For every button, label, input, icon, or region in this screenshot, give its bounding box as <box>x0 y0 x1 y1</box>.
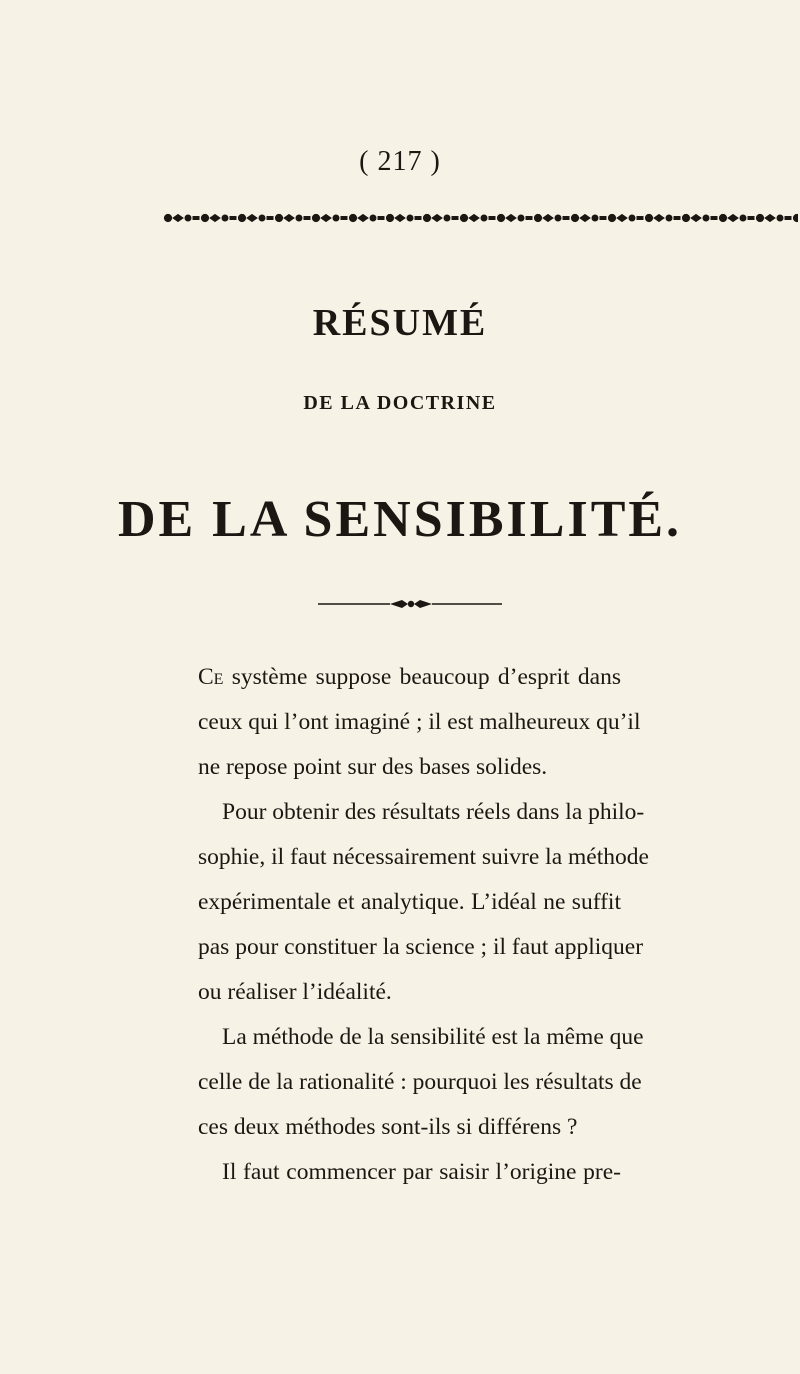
ornament-bead <box>238 214 245 221</box>
ornament-bead <box>534 214 541 221</box>
ornament-bead <box>222 215 228 221</box>
ornament-dash <box>304 217 310 220</box>
ornament-diamond <box>247 215 257 222</box>
paragraph-line-rest: système suppose beaucoup d’esprit dans <box>223 664 621 690</box>
paragraph-line: expérimentale et analytique. L’idéal ne suffit <box>198 889 621 915</box>
paragraph-4 <box>198 1150 621 1195</box>
ornament-dash <box>193 217 199 220</box>
ornament-bead <box>682 214 689 221</box>
top-ornament-rule <box>162 211 798 225</box>
ornament-dash <box>711 217 717 220</box>
body-text <box>198 655 649 1195</box>
ornament-bead <box>370 215 376 221</box>
ornament-diamond <box>654 215 664 222</box>
ornament-dash <box>600 217 606 220</box>
ornament-bead <box>793 214 798 221</box>
ornament-diamond <box>580 215 590 222</box>
paragraph-line: Il faut commencer par saisir l’origine pre- <box>222 1159 621 1185</box>
ornament-dash <box>526 217 532 220</box>
ornament-diamond <box>210 215 220 222</box>
paragraph-line: La méthode de la sensibilité est la même que <box>222 1024 644 1050</box>
ornament-bead <box>349 214 356 221</box>
ornament-diamond <box>691 215 701 222</box>
section-ornament <box>318 597 502 611</box>
paragraph-line: ceux qui l’ont imaginé ; il est malheureux qu’il <box>198 709 641 735</box>
ornament-bead <box>571 214 578 221</box>
ornament-bead <box>608 214 615 221</box>
ornament-dash <box>378 217 384 220</box>
ornament-bead <box>481 215 487 221</box>
paragraph-3 <box>198 1015 644 1150</box>
ornament-bead <box>756 214 763 221</box>
ornament-diamond <box>358 215 368 222</box>
ornament-diamond <box>543 215 553 222</box>
ornament-diamond <box>284 215 294 222</box>
paragraph-line: sophie, il faut nécessairement suivre la méthode <box>198 844 649 870</box>
paragraph-line-first-small-caps <box>198 655 621 700</box>
ornament-bead <box>740 215 746 221</box>
ornament-dash <box>637 217 643 220</box>
ornament-bead <box>164 214 171 221</box>
title: RÉSUMÉ <box>312 302 488 344</box>
paragraph-1 <box>198 655 641 790</box>
ornament-diamond <box>173 215 183 222</box>
ornament-diamond <box>506 215 516 222</box>
paragraph-line: celle de la rationalité : pourquoi les résultats de <box>198 1069 642 1095</box>
paragraph-line: Pour obtenir des résultats réels dans la philo- <box>222 799 645 825</box>
ornament-dash <box>452 217 458 220</box>
ornament-bead <box>333 215 339 221</box>
ornament-dash <box>748 217 754 220</box>
ornament-bead <box>275 214 282 221</box>
ornament-dash <box>489 217 495 220</box>
ornament-bead <box>312 214 319 221</box>
ornament-diamond <box>321 215 331 222</box>
ornament-bead <box>259 215 265 221</box>
ornament-diamond <box>469 215 479 222</box>
ornament-bead <box>703 215 709 221</box>
ornament-dash <box>785 217 791 220</box>
ornament-bead <box>407 215 413 221</box>
ornament-dash <box>267 217 273 220</box>
ornament-dash <box>563 217 569 220</box>
paragraph-line: ou réaliser l’idéalité. <box>198 979 392 1005</box>
ornament-diamond <box>617 215 627 222</box>
ornament-diamond <box>765 215 775 222</box>
ornament-dash <box>674 217 680 220</box>
ornament-bead <box>645 214 652 221</box>
ornament-bead <box>497 214 504 221</box>
ornament-dash <box>230 217 236 220</box>
drop-word: Ce <box>198 664 224 690</box>
paragraph-line: ne repose point sur des bases solides. <box>198 754 548 780</box>
ornament-diamond <box>728 215 738 222</box>
ornament-bead <box>629 215 635 221</box>
subtitle: DE LA DOCTRINE <box>303 392 497 414</box>
ornament-bead <box>777 215 783 221</box>
ornament-bead <box>201 214 208 221</box>
ornament-bead <box>460 214 467 221</box>
ornament-dash <box>415 217 421 220</box>
ornament-bead <box>719 214 726 221</box>
ornament-bead <box>386 214 393 221</box>
ornament-bead <box>518 215 524 221</box>
ornament-bead <box>185 215 191 221</box>
paragraph-line: pas pour constituer la science ; il faut appliquer <box>198 934 644 960</box>
ornament-bead <box>296 215 302 221</box>
ornament-bead <box>555 215 561 221</box>
main-title: DE LA SENSIBILITÉ. <box>117 491 683 548</box>
ornament-bead <box>666 215 672 221</box>
ornament-bead <box>423 214 430 221</box>
ornament-bead <box>444 215 450 221</box>
ornament-dash <box>341 217 347 220</box>
page-number: ( 217 ) <box>359 146 441 177</box>
paragraph-2 <box>198 790 649 1015</box>
ornament-diamond <box>395 215 405 222</box>
ornament-bead <box>592 215 598 221</box>
paragraph-line: ces deux méthodes sont-ils si différens ? <box>198 1114 578 1140</box>
ornament-diamond <box>432 215 442 222</box>
